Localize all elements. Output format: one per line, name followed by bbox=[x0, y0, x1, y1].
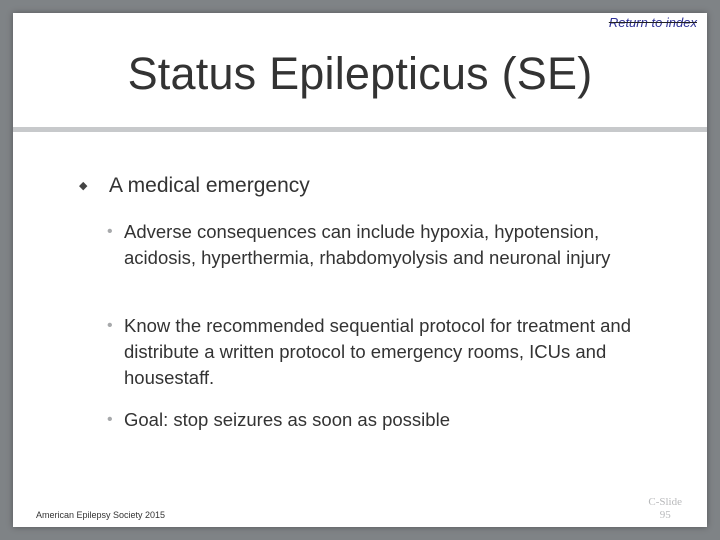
main-bullet bbox=[79, 174, 310, 198]
sub-bullet-protocol bbox=[107, 313, 667, 391]
sub-bullet-text: Goal: stop seizures as soon as possible bbox=[124, 409, 450, 430]
sub-bullet-goal bbox=[107, 407, 667, 433]
main-bullet-text: A medical emergency bbox=[109, 174, 310, 197]
sub-bullet-text: Adverse consequences can include hypoxia, hypotension, acidosis, hyperthermia, rhabdomyolysis and neuronal injury bbox=[124, 221, 611, 268]
slide-number-value: 95 bbox=[659, 509, 671, 521]
title-band bbox=[13, 13, 707, 129]
slide bbox=[13, 13, 707, 527]
dot-bullet-icon: • bbox=[107, 223, 113, 240]
sub-bullet-consequences bbox=[107, 219, 667, 271]
slide-number-label: C-Slide bbox=[648, 496, 682, 508]
title-divider bbox=[13, 127, 707, 132]
footer-source: American Epilepsy Society 2015 bbox=[36, 510, 166, 520]
slide-title: Status Epilepticus (SE) bbox=[127, 48, 593, 99]
slide-number bbox=[648, 496, 682, 522]
dot-bullet-icon: • bbox=[107, 411, 113, 428]
diamond-bullet-icon: ◆ bbox=[79, 180, 88, 192]
dot-bullet-icon: • bbox=[107, 317, 113, 334]
sub-bullet-text: Know the recommended sequential protocol for treatment and distribute a written protocol to emergency rooms, ICUs and housestaff. bbox=[124, 315, 631, 388]
return-to-index-link[interactable]: Return to index bbox=[608, 15, 697, 30]
